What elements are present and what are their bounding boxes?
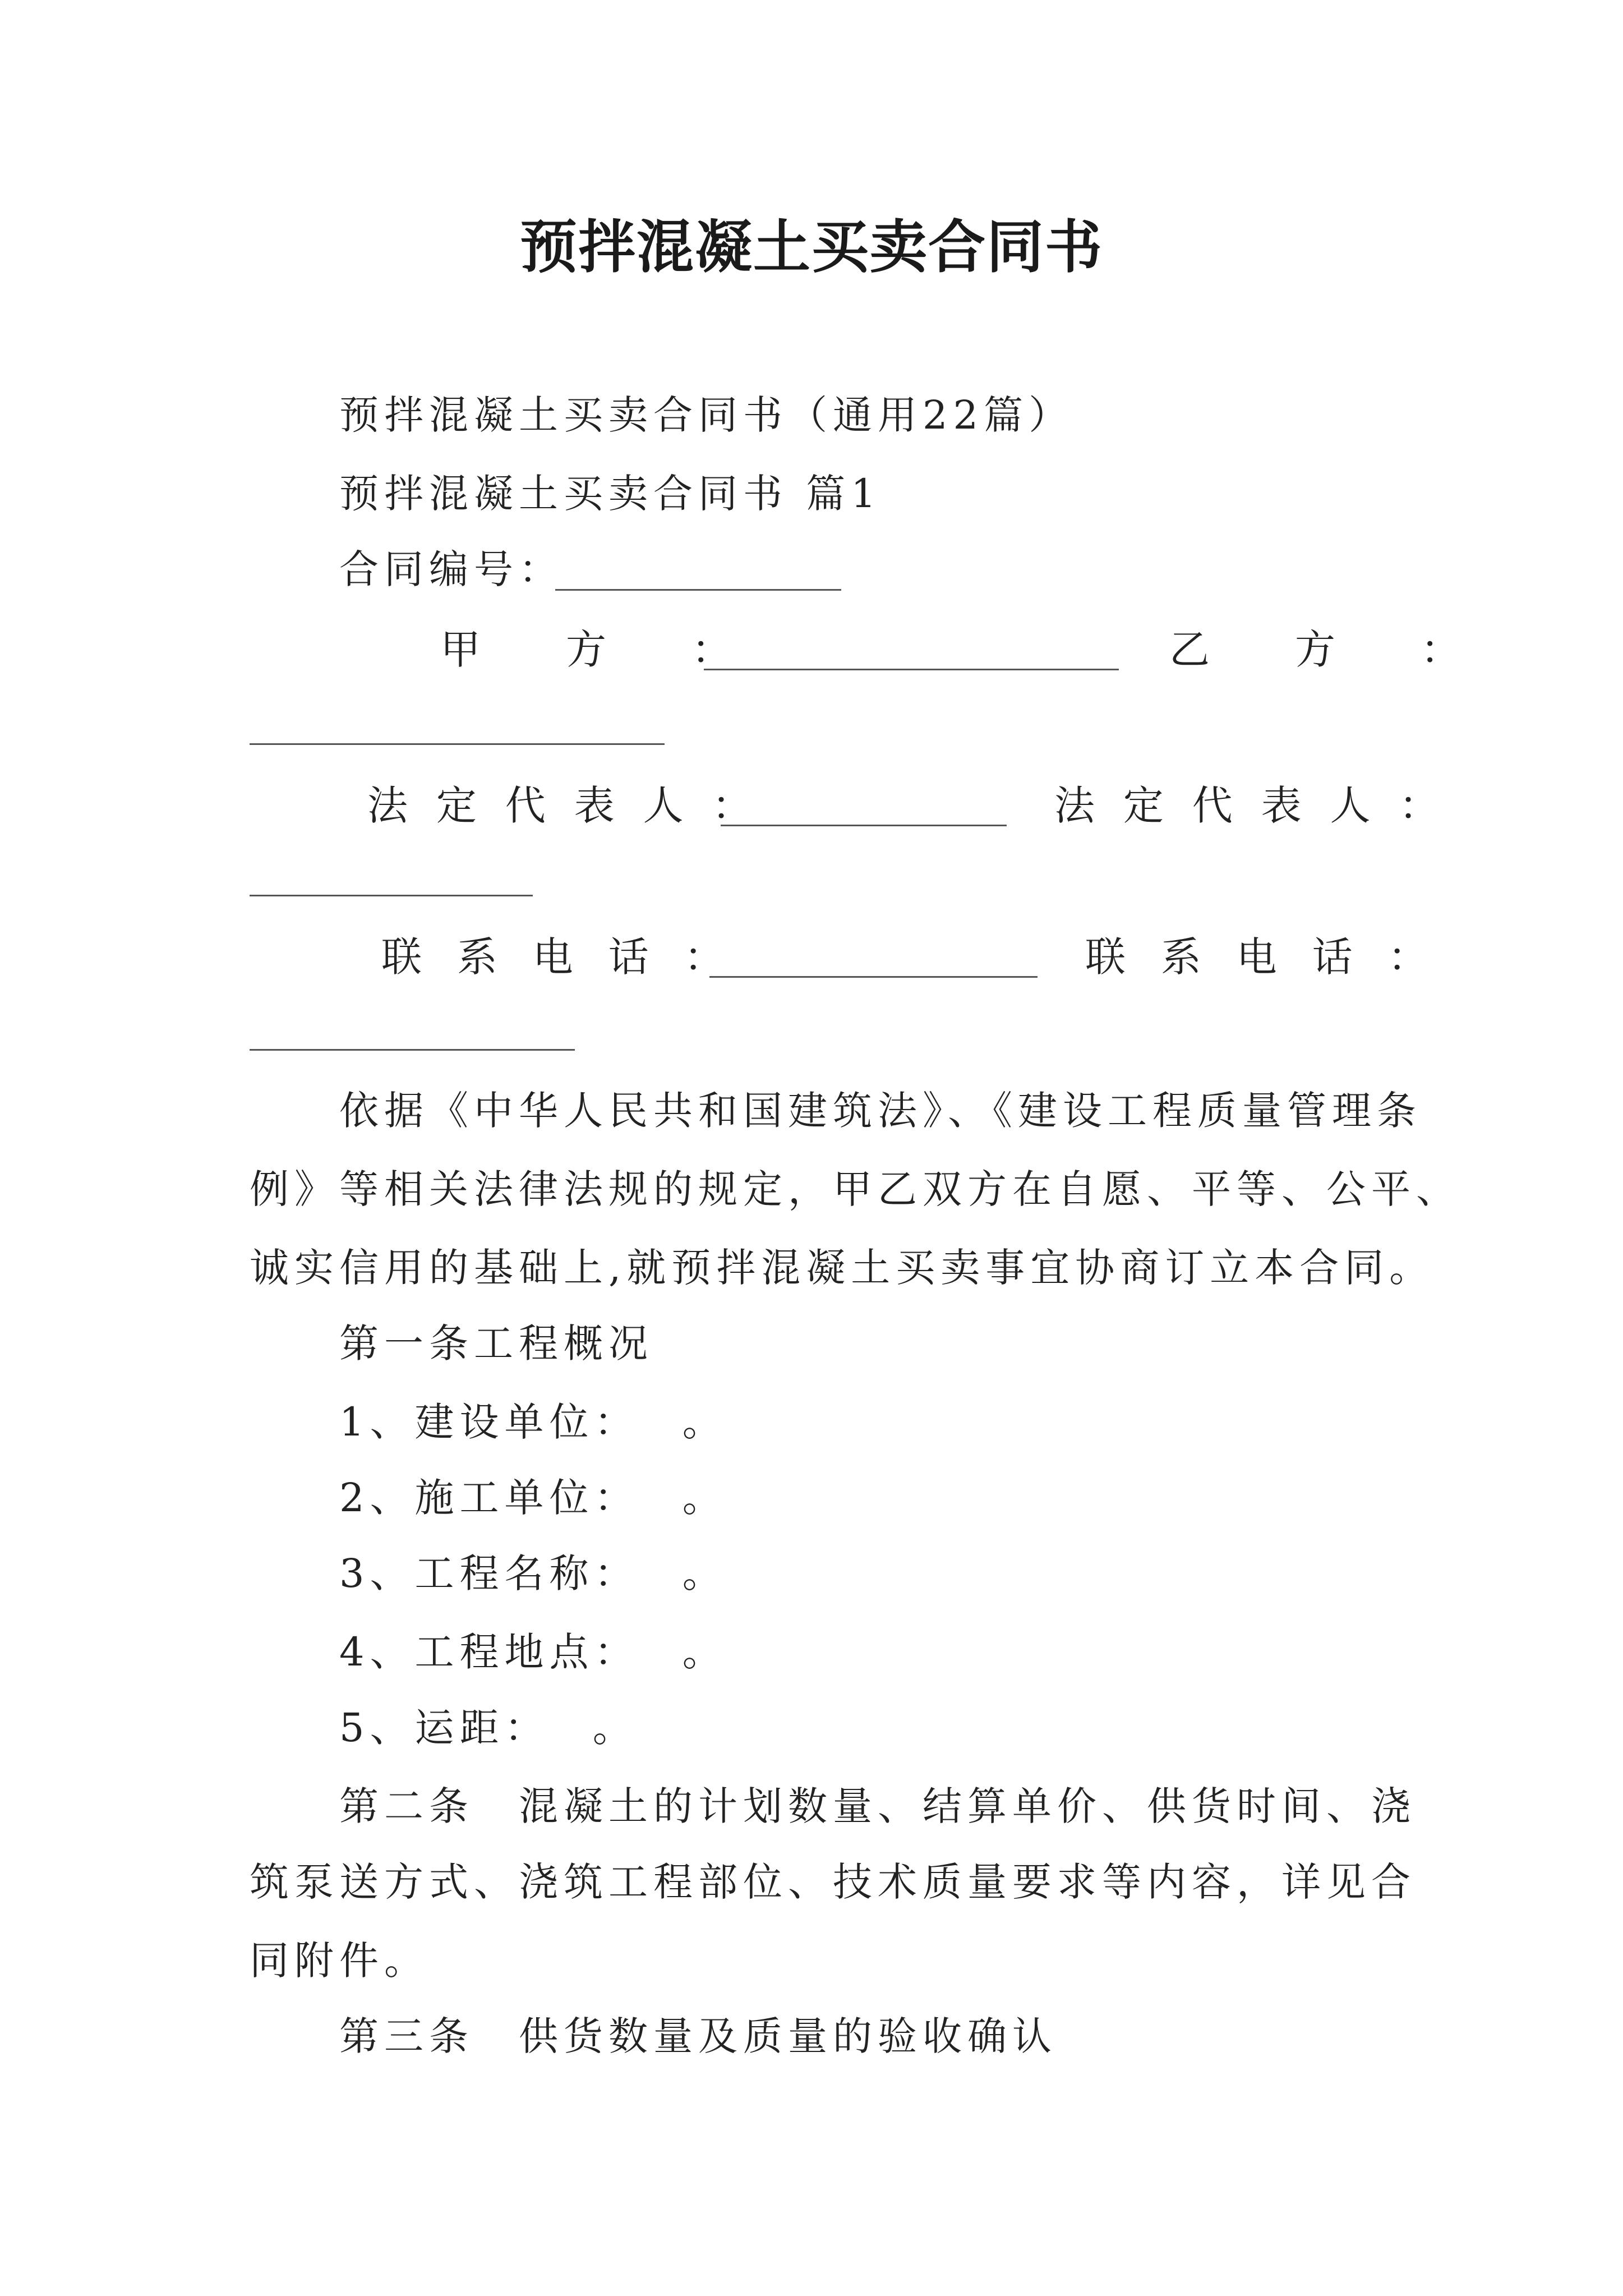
legal-rep-b-blank	[250, 895, 533, 896]
contract-number-label: 合同编号：	[339, 546, 564, 592]
legal-rep-a-blank	[721, 825, 1007, 826]
article-3-title: 第三条 供货数量及质量的验收确认	[339, 2013, 1057, 2059]
phone-b-label: 联 系 电 话 ：	[1085, 933, 1440, 981]
article-2-line: 同附件。	[250, 1938, 429, 1984]
legal-rep-b-label: 法 定 代 表 人 ：	[1054, 782, 1447, 829]
preamble-line: 例》等相关法律法规的规定，甲乙双方在自愿、平等、公平、	[250, 1166, 1461, 1212]
article-1-item: 3、工程名称： 。	[339, 1550, 727, 1596]
preamble-line: 诚实信用的基础上,就预拌混凝土买卖事宜协商订立本合同。	[250, 1245, 1435, 1291]
article-2-line: 第二条 混凝土的计划数量、结算单价、供货时间、浇	[339, 1783, 1416, 1829]
party-a-label: 甲 方 ：	[440, 626, 755, 673]
article-1-item: 2、施工单位： 。	[339, 1475, 727, 1521]
party-a-blank	[704, 669, 1119, 670]
article-1-item: 5、运距： 。	[339, 1705, 638, 1751]
section-heading: 预拌混凝土买卖合同书 篇1	[339, 471, 882, 517]
party-b-label: 乙 方 ：	[1169, 626, 1484, 673]
preamble-line: 依据《中华人民共和国建筑法》、《建设工程质量管理条	[339, 1088, 1422, 1134]
legal-rep-a-label: 法 定 代 表 人 ：	[367, 782, 760, 829]
contract-number-blank	[555, 589, 841, 591]
document-title: 预拌混凝土买卖合同书	[520, 214, 1103, 281]
phone-a-blank	[709, 976, 1038, 978]
article-2-line: 筑泵送方式、浇筑工程部位、技术质量要求等内容，详见合	[250, 1859, 1416, 1905]
article-1-title: 第一条工程概况	[339, 1320, 653, 1366]
phone-a-label: 联 系 电 话 ：	[381, 933, 736, 981]
article-1-item: 4、工程地点： 。	[339, 1629, 727, 1675]
party-b-blank	[250, 743, 665, 745]
phone-b-blank	[250, 1049, 575, 1051]
document-subtitle: 预拌混凝土买卖合同书（通用22篇）	[339, 392, 1074, 438]
article-1-item: 1、建设单位： 。	[339, 1399, 727, 1445]
